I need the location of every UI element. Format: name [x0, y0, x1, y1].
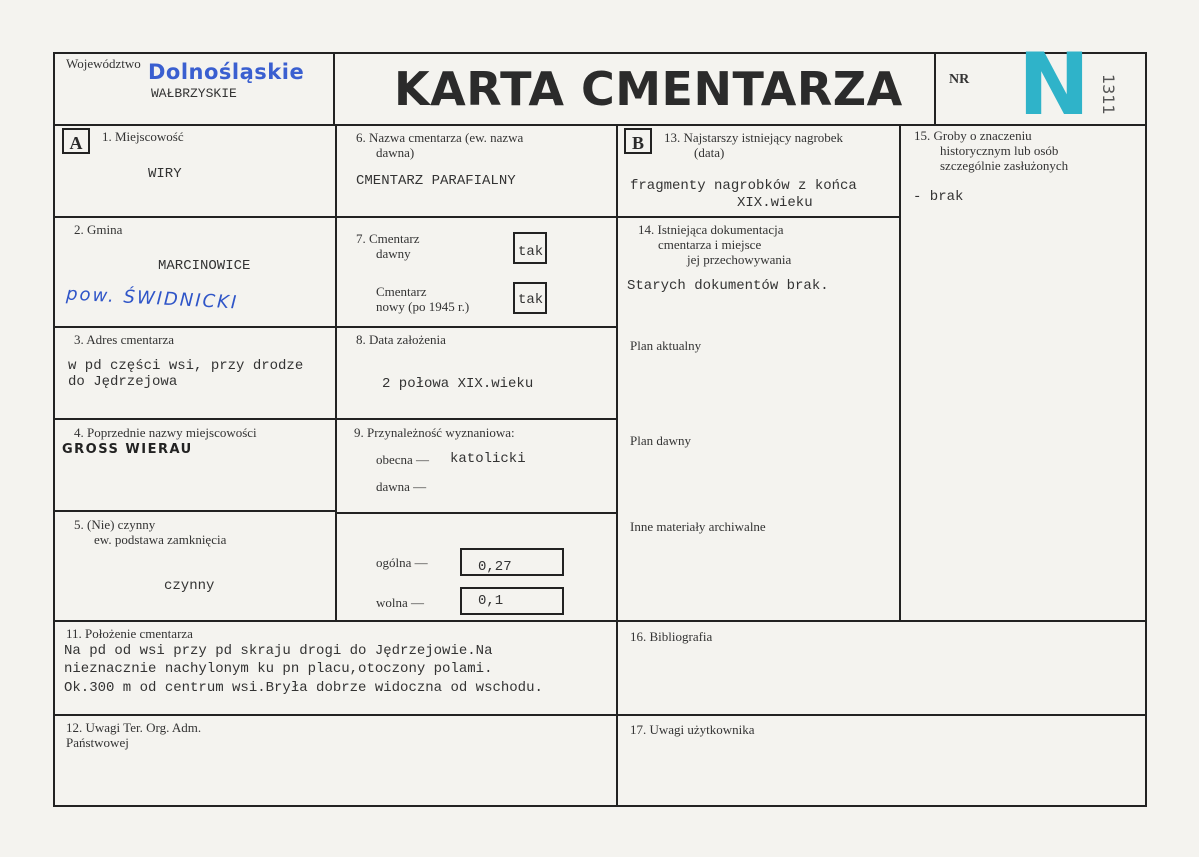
polozenie-label: 11. Położenie cmentarza: [66, 626, 193, 641]
card-title: KARTA CMENTARZA: [394, 62, 903, 116]
wojewodztwo-label: Województwo: [66, 56, 141, 71]
miejscowosc-label: 1. Miejscowość: [102, 129, 184, 144]
poprzednie-nazwy-label: 4. Poprzednie nazwy miejscowości: [74, 425, 257, 440]
dawna-label: dawna —: [376, 479, 427, 494]
nr-number: 1311: [1099, 74, 1118, 115]
row-line-m4: [335, 512, 618, 514]
nazwa-cmentarza-value: CMENTARZ PARAFIALNY: [356, 173, 516, 189]
polozenie-value-line-1: Na pd od wsi przy pd skraju drogi do Jędrzejowie.Na: [64, 643, 493, 659]
wojewodztwo-stamp: Dolnośląskie: [148, 60, 305, 84]
plan-dawny-label: Plan dawny: [630, 433, 692, 448]
nr-letter: N: [1018, 35, 1090, 135]
nazwa-cmentarza-label-line-2: dawna): [376, 145, 415, 160]
nowy-value: tak: [518, 292, 544, 308]
polozenie-value-line-2: nieznacznie nachylonym ku pn placu,otoczony polami.: [64, 661, 493, 677]
gmina-value: MARCINOWICE: [158, 258, 251, 274]
frame-bottom: [53, 805, 1147, 807]
dawny-label: dawny: [376, 246, 411, 261]
row-line-bottom-2: [53, 714, 1147, 716]
data-zalozenia-value: 2 połowa XIX.wieku: [382, 376, 534, 392]
header-vline-1: [333, 52, 335, 126]
gmina-label: 2. Gmina: [74, 222, 123, 237]
row-line-m3: [335, 418, 618, 420]
wolna-box: [460, 587, 564, 615]
dokumentacja-value: Starych dokumentów brak.: [627, 278, 829, 294]
nazwa-cmentarza-label-line-1: 6. Nazwa cmentarza (ew. nazwa: [356, 130, 524, 145]
row-line-bottom-1: [53, 620, 1147, 622]
row-line-a1: [53, 216, 337, 218]
czynny-label-line-2: ew. podstawa zamknięcia: [94, 532, 227, 547]
groby-label-line-2: historycznym lub osób: [940, 143, 1059, 158]
nowy-label-line-2: nowy (po 1945 r.): [376, 299, 470, 314]
groby-label-line-3: szczególnie zasłużonych: [940, 158, 1069, 173]
row-line-m1: [335, 216, 618, 218]
frame-left: [53, 52, 55, 807]
najstarszy-nagrobek-value-line-1: fragmenty nagrobków z końca: [630, 178, 857, 194]
bibliografia-label: 16. Bibliografia: [630, 629, 713, 644]
najstarszy-nagrobek-value-line-2: XIX.wieku: [737, 195, 813, 211]
uwagi-ter-org-label-line-2: Państwowej: [66, 735, 129, 750]
dawny-value: tak: [518, 244, 544, 260]
adres-label: 3. Adres cmentarza: [74, 332, 174, 347]
section-a-marker: A: [62, 128, 90, 154]
obecna-label: obecna —: [376, 452, 430, 467]
uwagi-uzytkownika-label: 17. Uwagi użytkownika: [630, 722, 755, 737]
col-line-a: [335, 124, 337, 622]
nowy-label-line-1: Cmentarz: [376, 284, 427, 299]
row-line-a2: [53, 326, 337, 328]
ogolna-box: [460, 548, 564, 576]
gmina-handwritten: pow. ŚWIDNICKI: [65, 283, 239, 314]
polozenie-value-line-3: Ok.300 m od centrum wsi.Bryła dobrze widoczna od wschodu.: [64, 680, 543, 696]
groby-value: - brak: [913, 189, 964, 205]
row-line-b1: [616, 216, 901, 218]
nr-label: NR: [949, 72, 970, 87]
dokumentacja-label-line-2: cmentarza i miejsce: [658, 237, 762, 252]
inne-materialy-label: Inne materiały archiwalne: [630, 519, 766, 534]
ogolna-label: ogólna —: [376, 555, 428, 570]
adres-value-line-2: do Jędrzejowa: [68, 374, 178, 390]
wolna-label: wolna —: [376, 595, 425, 610]
cmentarz-label: 7. Cmentarz: [356, 231, 420, 246]
groby-label-line-1: 15. Groby o znaczeniu: [914, 128, 1032, 143]
section-b-marker: B: [624, 128, 652, 154]
czynny-value: czynny: [164, 578, 215, 594]
przynaleznosc-label: 9. Przynależność wyznaniowa:: [354, 425, 515, 440]
header-vline-2: [934, 52, 936, 126]
dokumentacja-label-line-3: jej przechowywania: [687, 252, 792, 267]
row-line-m2: [335, 326, 618, 328]
row-line-a4: [53, 510, 337, 512]
frame-right: [1145, 52, 1147, 807]
header-divider: [53, 124, 1147, 126]
obecna-value: katolicki: [450, 451, 526, 467]
row-line-a3: [53, 418, 337, 420]
czynny-label-line-1: 5. (Nie) czynny: [74, 517, 156, 532]
plan-aktualny-label: Plan aktualny: [630, 338, 702, 353]
dokumentacja-label-line-1: 14. Istniejąca dokumentacja: [638, 222, 784, 237]
col-line-mid: [616, 124, 618, 807]
poprzednie-nazwy-value: GROSS WIERAU: [62, 442, 193, 457]
miejscowosc-value: WIRY: [148, 166, 182, 182]
wolna-value: 0,1: [478, 593, 504, 609]
wojewodztwo-value: WAŁBRZYSKIE: [151, 86, 237, 101]
ogolna-value: 0,27: [478, 559, 512, 575]
frame-top: [53, 52, 1147, 54]
adres-value-line-1: w pd części wsi, przy drodze: [68, 358, 304, 374]
najstarszy-nagrobek-label-line-2: (data): [694, 145, 725, 160]
uwagi-ter-org-label-line-1: 12. Uwagi Ter. Org. Adm.: [66, 720, 202, 735]
col-line-b: [899, 124, 901, 622]
najstarszy-nagrobek-label-line-1: 13. Najstarszy istniejący nagrobek: [664, 130, 844, 145]
data-zalozenia-label: 8. Data założenia: [356, 332, 446, 347]
